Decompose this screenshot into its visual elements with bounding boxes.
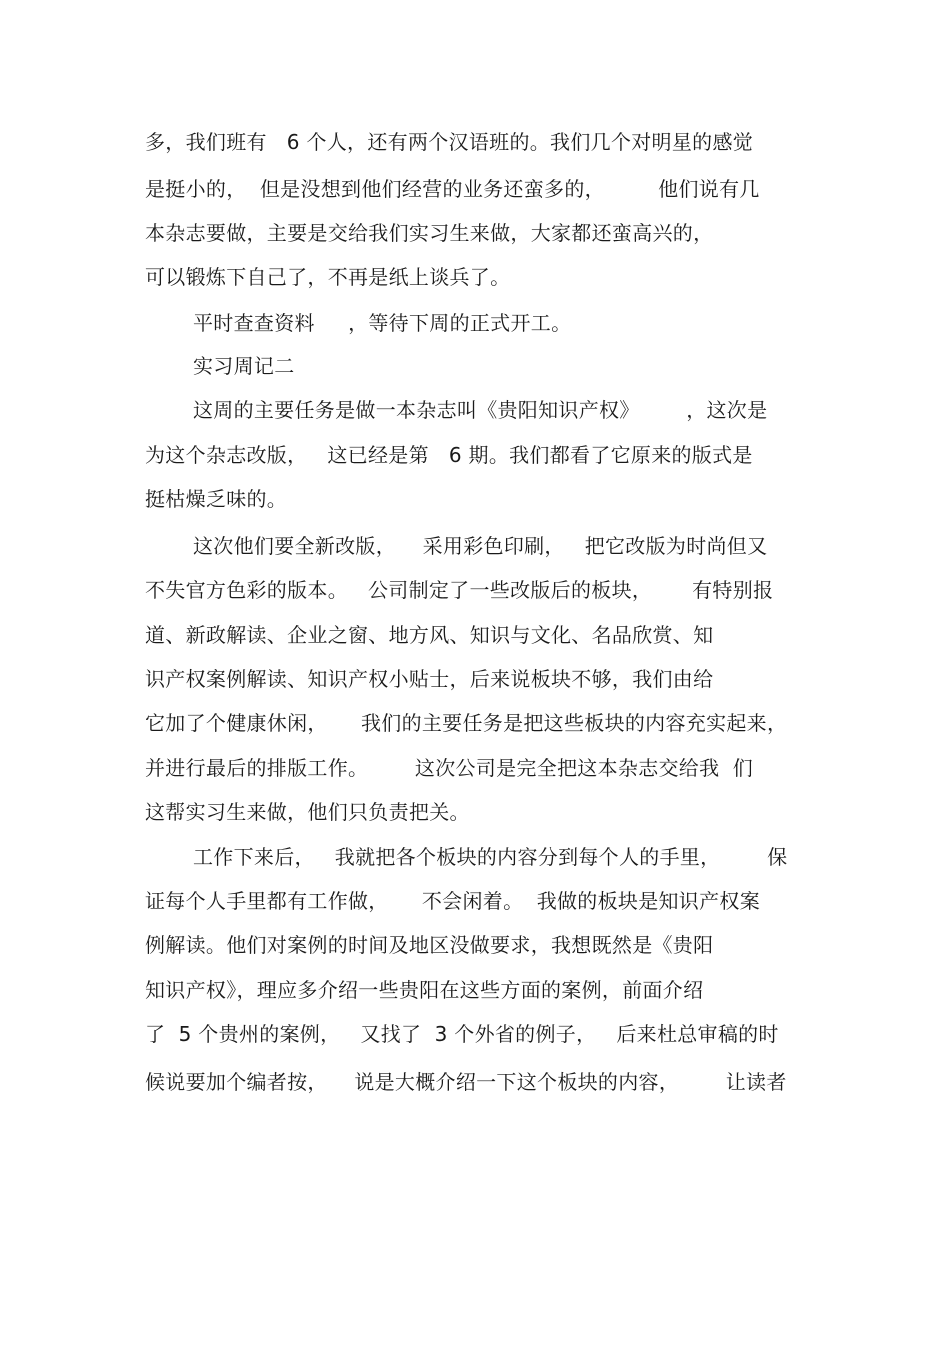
text-line: 不失官方色彩的版本。 公司制定了一些改版后的板块， 有特别报 xyxy=(145,578,774,602)
text-line: 证每个人手里都有工作做， 不会闲着。 我做的板块是知识产权案 xyxy=(145,889,761,913)
text-line: 这次他们要全新改版， 采用彩色印刷， 把它改版为时尚但又 xyxy=(193,534,768,558)
text-line: 道、新政解读、企业之窗、地方风、知识与文化、名品欣赏、知 xyxy=(145,623,714,647)
text-line: 是挺小的， 但是没想到他们经营的业务还蛮多的， 他们说有几 xyxy=(145,177,760,201)
text-line: 并进行最后的排版工作。 这次公司是完全把这本杂志交给我 们 xyxy=(145,756,754,780)
text-line: 它加了个健康休闲， 我们的主要任务是把这些板块的内容充实起来， xyxy=(145,711,788,735)
text-line: 平时查查资料 ，等待下周的正式开工。 xyxy=(193,311,572,335)
text-line: 知识产权》，理应多介绍一些贵阳在这些方面的案例，前面介绍 xyxy=(145,978,704,1002)
section-heading: 实习周记二 xyxy=(193,354,295,378)
text-line: 了 5 个贵州的案例， 又找了 3 个外省的例子， 后来杜总审稿的时 xyxy=(145,1022,779,1046)
text-line: 挺枯燥乏味的。 xyxy=(145,487,288,511)
text-line: 为这个杂志改版， 这已经是第 6 期。我们都看了它原来的版式是 xyxy=(145,443,753,467)
text-line: 多，我们班有 6 个人，还有两个汉语班的。我们几个对明星的感觉 xyxy=(145,130,754,154)
text-line: 工作下来后， 我就把各个板块的内容分到每个人的手里， 保 xyxy=(193,845,788,869)
text-line: 候说要加个编者按， 说是大概介绍一下这个板块的内容， 让读者 xyxy=(145,1070,787,1094)
text-line: 这周的主要任务是做一本杂志叫《贵阳知识产权》 ，这次是 xyxy=(193,398,768,422)
text-line: 识产权案例解读、知识产权小贴士，后来说板块不够，我们由给 xyxy=(145,667,714,691)
text-line: 例解读。他们对案例的时间及地区没做要求，我想既然是《贵阳 xyxy=(145,933,714,957)
text-line: 这帮实习生来做，他们只负责把关。 xyxy=(145,800,470,824)
text-line: 可以锻炼下自己了，不再是纸上谈兵了。 xyxy=(145,265,511,289)
text-line: 本杂志要做，主要是交给我们实习生来做，大家都还蛮高兴的， xyxy=(145,221,714,245)
